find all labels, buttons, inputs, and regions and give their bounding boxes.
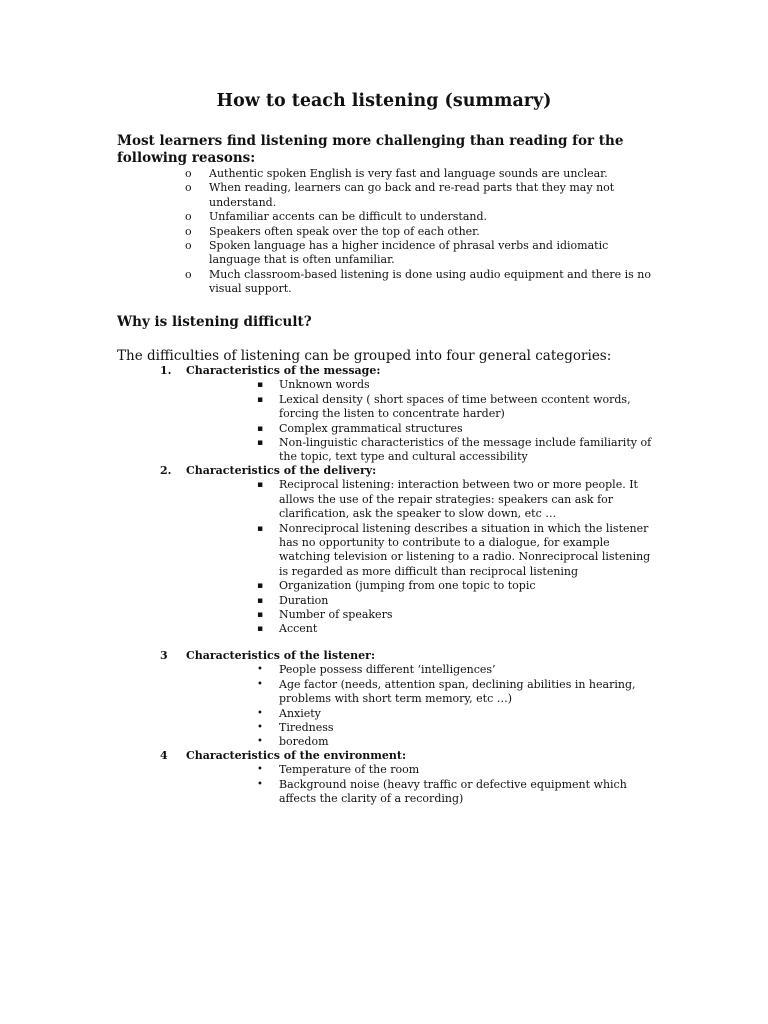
list-item [185, 225, 655, 239]
list-item [254, 663, 654, 677]
list-item [254, 393, 654, 422]
list-item-text: Anxiety [279, 706, 321, 720]
circle-bullet-icon: o [185, 239, 192, 253]
list-item [185, 239, 655, 268]
intro-text: The difficulties of listening can be grouped into four general categories: [117, 348, 612, 364]
reasons-heading: Most learners find listening more challenging than reading for the following reasons: [117, 133, 624, 166]
category-delivery [160, 464, 660, 637]
list-item-text: Unknown words [279, 378, 370, 392]
list-item-text: Temperature of the room [279, 763, 420, 777]
list-item [185, 210, 655, 224]
list-item-text: boredom [279, 735, 329, 749]
category-number: 3 [160, 649, 168, 662]
list-item-text: Organization (jumping from one topic to topic [279, 579, 536, 593]
list-item-text: Lexical density ( short spaces of time between ccontent words, forcing the listen to concentrate harder) [279, 392, 631, 421]
list-item-text: Reciprocal listening: interaction between two or more people. It allows the use of the repair strategies: speakers can ask for clarification, ask the speaker to slow down, etc … [279, 478, 638, 521]
circle-bullet-icon: o [185, 181, 192, 195]
bullet-icon: • [257, 707, 263, 719]
list-item-text: Authentic spoken English is very fast and language sounds are unclear. [209, 167, 608, 180]
circle-bullet-icon: o [185, 224, 192, 238]
category-title: Characteristics of the delivery: [186, 464, 377, 477]
category-title: Characteristics of the message: [186, 364, 381, 377]
list-item [254, 721, 654, 735]
square-bullet-icon: ▪ [257, 624, 264, 635]
list-item [185, 181, 655, 210]
list-item-text: Nonreciprocal listening describes a situation in which the listener has no opportunity to contribute to a dialogue, for example watching television or listening to a radio. Nonreciprocal listening is regarded as more difficult than reciprocal listening [279, 521, 651, 578]
bullet-icon: • [257, 722, 263, 734]
list-item-text: Age factor (needs, attention span, declining abilities in hearing, problems with short term memory, etc …) [279, 677, 636, 706]
category-heading [160, 364, 660, 378]
list-item [254, 436, 654, 465]
list-item-text: People possess different ‘intelligences’ [279, 663, 496, 677]
square-bullet-icon: ▪ [257, 438, 264, 449]
bullet-icon: • [257, 664, 263, 676]
list-item-text: Unfamiliar accents can be difficult to understand. [209, 210, 488, 224]
square-bullet-icon: ▪ [257, 423, 264, 434]
list-item [254, 763, 654, 777]
square-bullet-icon: ▪ [257, 610, 264, 621]
list-item-text: Speakers often speak over the top of each other. [209, 224, 480, 238]
list-item [254, 422, 654, 436]
category-heading [160, 749, 660, 763]
reasons-list [185, 167, 655, 297]
list-item [185, 268, 655, 297]
category-listener [160, 649, 660, 750]
category-environment [160, 749, 660, 807]
category-list [160, 663, 654, 749]
list-item [254, 522, 654, 580]
category-number: 2. [160, 464, 172, 477]
list-item-text: When reading, learners can go back and re-read parts that they may not understand. [209, 181, 615, 209]
bullet-icon: • [257, 678, 263, 690]
square-bullet-icon: ▪ [257, 480, 264, 491]
list-item-text: Much classroom-based listening is done using audio equipment and there is no visual support. [209, 267, 651, 296]
list-item [254, 579, 654, 593]
category-message [160, 364, 660, 465]
circle-bullet-icon: o [185, 167, 192, 180]
category-heading [160, 464, 660, 478]
square-bullet-icon: ▪ [257, 595, 264, 606]
category-list [160, 763, 654, 806]
section-heading: Why is listening difficult? [117, 314, 312, 330]
list-item [254, 622, 654, 636]
list-item-text: Duration [279, 593, 329, 607]
bullet-icon: • [257, 764, 263, 776]
list-item [254, 707, 654, 721]
list-item [254, 378, 654, 392]
list-item-text: Non-linguistic characteristics of the message include familiarity of the topic, text type and cultural accessibility [279, 436, 652, 464]
category-number: 4 [160, 749, 168, 762]
category-list [160, 478, 654, 636]
category-title: Characteristics of the environment: [186, 749, 407, 762]
bullet-icon: • [257, 778, 263, 790]
square-bullet-icon: ▪ [257, 394, 264, 405]
list-item-text: Complex grammatical structures [279, 421, 463, 435]
list-item-text: Number of speakers [279, 608, 393, 622]
list-item [254, 735, 654, 749]
list-item [185, 167, 655, 181]
square-bullet-icon: ▪ [257, 581, 264, 592]
list-item-text: Tiredness [279, 721, 334, 735]
category-title: Characteristics of the listener: [186, 649, 376, 662]
category-list [160, 378, 654, 464]
circle-bullet-icon: o [185, 210, 192, 224]
list-item-text: Spoken language has a higher incidence of phrasal verbs and idiomatic language that is often unfamiliar. [209, 239, 609, 267]
list-item [254, 608, 654, 622]
square-bullet-icon: ▪ [257, 380, 264, 391]
circle-bullet-icon: o [185, 267, 192, 281]
list-item-text: Background noise (heavy traffic or defective equipment which affects the clarity of a recording) [279, 777, 627, 806]
list-item-text: Accent [279, 622, 318, 636]
bullet-icon: • [257, 736, 263, 748]
page-title: How to teach listening (summary) [216, 91, 552, 111]
category-number: 1. [160, 364, 172, 377]
list-item [254, 478, 654, 521]
square-bullet-icon: ▪ [257, 523, 264, 534]
list-item [254, 678, 654, 707]
list-item [254, 594, 654, 608]
category-heading [160, 649, 660, 663]
list-item [254, 778, 654, 807]
